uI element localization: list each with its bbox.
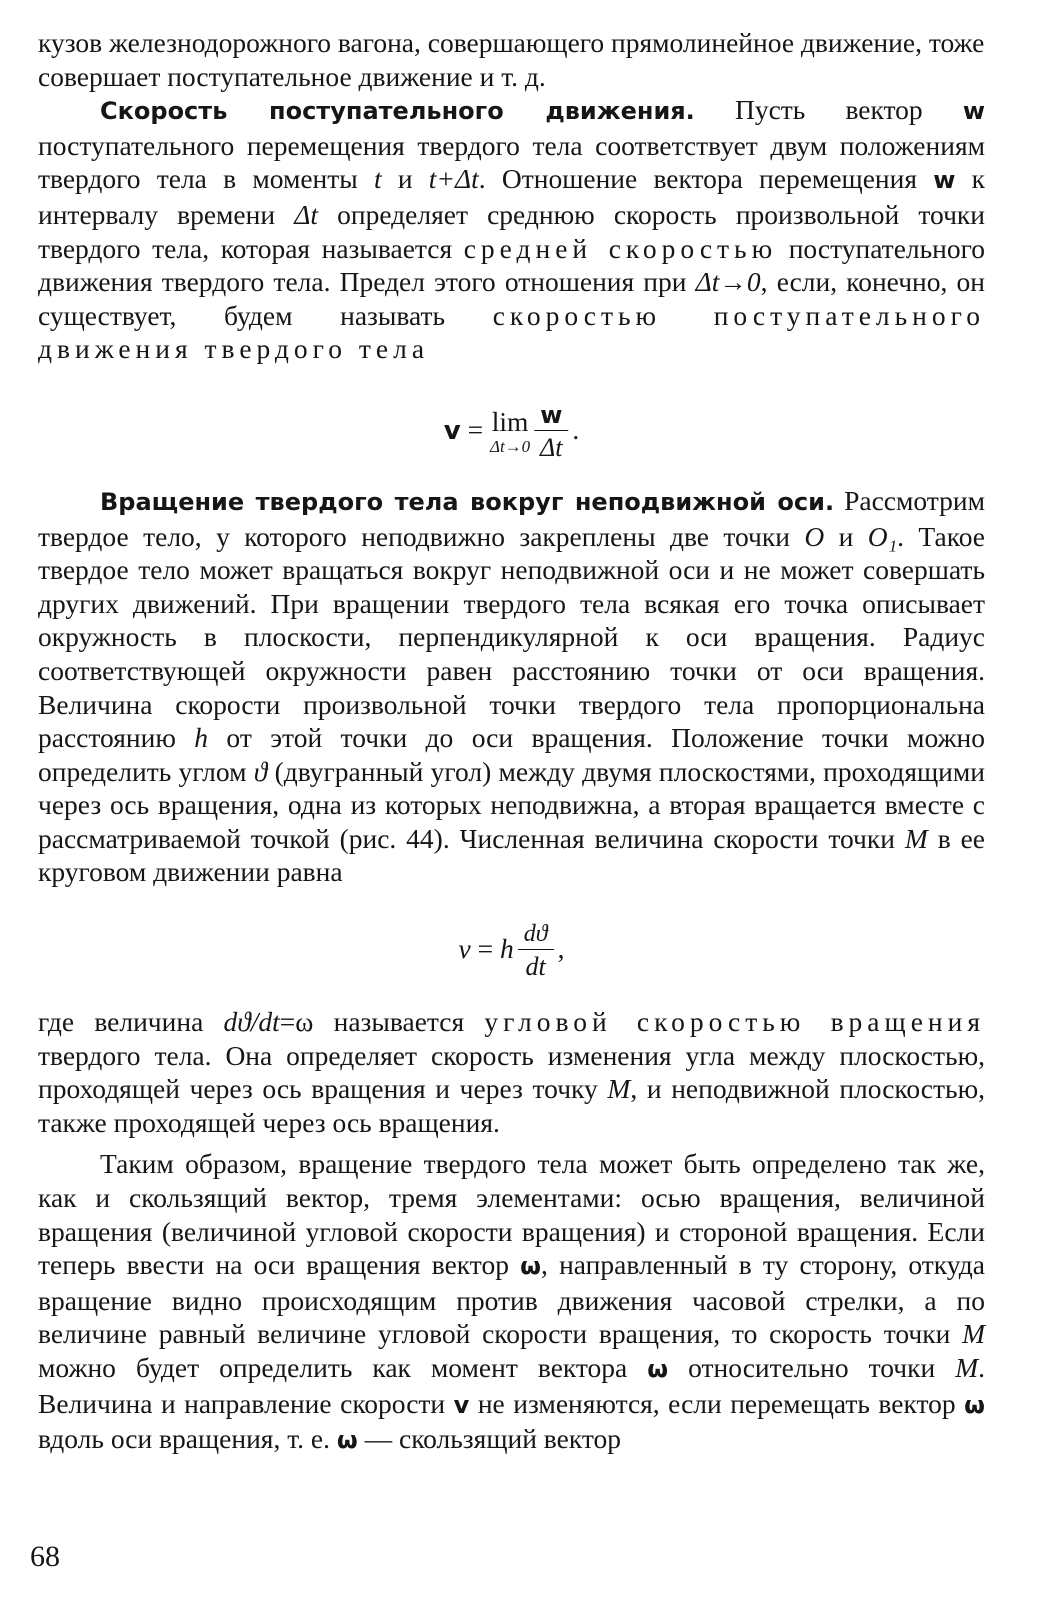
text-run: от этой точки до оси вращения. Положение точки можно определить углом <box>38 722 985 787</box>
math-symbol: M <box>962 1318 985 1350</box>
formula-punctuation: , <box>557 932 565 964</box>
text-run: Таким образом, вращение твердого тела может быть определено так же, как и скользящий вектор, тремя элементами: осью вращения, величиной вращения (величиной угловой скорости вращения) и стороной вращения. Если теперь ввести на оси вращения вектор <box>38 1148 985 1281</box>
fraction-numerator: w <box>534 400 568 431</box>
text-run: — скользящий вектор <box>357 1423 621 1455</box>
formula-equals: = <box>460 413 490 445</box>
fraction <box>518 919 554 984</box>
math-symbol: dϑ/dt <box>223 1006 280 1038</box>
formula-punctuation: . <box>572 413 580 445</box>
math-symbol: Δt <box>294 198 318 230</box>
paragraph-translational-velocity <box>38 93 985 366</box>
math-symbol: h <box>194 722 209 754</box>
math-symbol: M <box>904 822 928 854</box>
math-symbol: t <box>373 163 382 195</box>
paragraph-sliding-vector <box>38 1147 985 1457</box>
math-symbol: M <box>955 1352 979 1383</box>
vector-symbol: ω <box>336 1426 358 1455</box>
text-run: , направленный в ту сторону, откуда вращение видно происходящим против движения часовой стрелки, а по величине равный величине угловой скорости вращения, то скорость точки <box>38 1249 985 1350</box>
text-run: твердого тела. Она определяет скорость изменения угла между плоскостью, проходящей через ось вращения и через точку <box>38 1039 985 1105</box>
section-heading-translational-velocity: Скорость поступательного движения. <box>100 97 695 126</box>
formula-velocity-content <box>444 400 579 465</box>
text-run: определяет среднюю скорость произвольной точки твердого тела, которая называется <box>38 198 985 264</box>
section-heading-rotation: Вращение твердого тела вокруг неподвижной оси. <box>100 487 835 516</box>
math-symbol: ϑ <box>253 755 268 787</box>
math-symbol: t+Δt <box>428 163 479 195</box>
fraction-numerator: dϑ <box>518 919 554 950</box>
vector-symbol: ω <box>647 1355 669 1383</box>
paragraph-rotation <box>38 484 985 889</box>
formula-velocity-limit <box>38 366 985 484</box>
text-run: и <box>824 520 868 552</box>
formula-lhs: v <box>458 932 471 964</box>
text-run: (двугранный угол) между двумя плоскостями, проходящими через ось вращения, одна из которых неподвижна, а вторая вращается вместе с рассматриваемой точкой (рис. 44). Численная величина скорости точки <box>38 755 985 854</box>
math-symbol: O₁ <box>867 520 898 552</box>
text-run: в ее круговом движении равна <box>38 822 985 888</box>
text-run: . Величина и направление скорости <box>38 1352 985 1419</box>
vector-symbol: w <box>933 166 956 195</box>
paragraph-1-text: кузов железнодорожного вагона, совершающего прямолинейное движение, тоже совершает поступательное движение и т. д. <box>38 27 985 92</box>
text-run: . Такое твердое тело может вращаться вокруг неподвижной оси и не может совершать других движений. При вращении твердого тела всякая его точка описывает окружность в плоскости, перпендикулярной к оси вращения. Радиус соответствующей окружности равен расстоянию точки от оси вращения. Величина скорости произвольной точки твердого тела пропорциональна расстоянию <box>38 520 985 754</box>
fraction <box>534 400 568 465</box>
text-run: поступательного движения твердого тела. Предел этого отношения при <box>38 232 985 298</box>
paragraph-1 <box>38 26 985 93</box>
text-run: можно будет определить как момент вектора <box>38 1352 648 1383</box>
text-run: Пусть вектор <box>694 94 963 126</box>
spaced-term: угловой скоростью вращения <box>484 1006 985 1038</box>
limit-operator <box>490 407 530 457</box>
text-run: =ω называется <box>279 1006 485 1038</box>
vector-symbol: ω <box>964 1390 985 1419</box>
text-run: не изменяются, если перемещать вектор <box>469 1387 965 1419</box>
fraction-denominator: dt <box>525 952 546 982</box>
text-run: Рассмотрим твердое тело, у которого неподвижно закреплены две точки <box>38 484 985 552</box>
text-run: к интервалу времени <box>38 163 985 230</box>
text-run: , и неподвижной плоскостью, также проходящей через ось вращения. <box>38 1073 985 1138</box>
page-number: 68 <box>30 1540 60 1573</box>
text-run: поступательного перемещения твердого тела соответствует двум положениям твердого тела в моменты <box>38 129 985 195</box>
limit-label: lim <box>491 406 529 438</box>
vector-symbol: ω <box>520 1252 542 1281</box>
math-symbol: O <box>804 520 825 552</box>
paragraph-angular-velocity <box>38 1005 985 1139</box>
formula-lhs: v <box>443 415 461 446</box>
limit-subscript: Δt→0 <box>489 437 531 457</box>
formula-angular-content <box>459 919 565 984</box>
spaced-term: скоростью поступательного движения твердого тела <box>38 299 985 365</box>
fraction-denominator: Δt <box>540 432 563 462</box>
text-run: относительно точки <box>668 1352 956 1383</box>
text-run: . Отношение вектора перемещения <box>478 163 934 195</box>
math-symbol: M <box>607 1073 631 1105</box>
vector-symbol: w <box>962 97 985 126</box>
math-symbol: Δt→0 <box>695 266 761 298</box>
formula-angular-speed <box>38 889 985 1005</box>
formula-factor: h <box>500 932 514 964</box>
spaced-term: средней скоростью <box>463 232 778 264</box>
text-run: , если, конечно, он существует, будем называть <box>38 266 985 331</box>
formula-equals: = <box>470 932 501 964</box>
vector-symbol: v <box>453 1390 470 1419</box>
page-body <box>38 26 985 1458</box>
text-run: где величина <box>38 1006 224 1038</box>
text-run: и <box>381 163 429 195</box>
text-run: вдоль оси вращения, т. е. <box>38 1423 337 1455</box>
